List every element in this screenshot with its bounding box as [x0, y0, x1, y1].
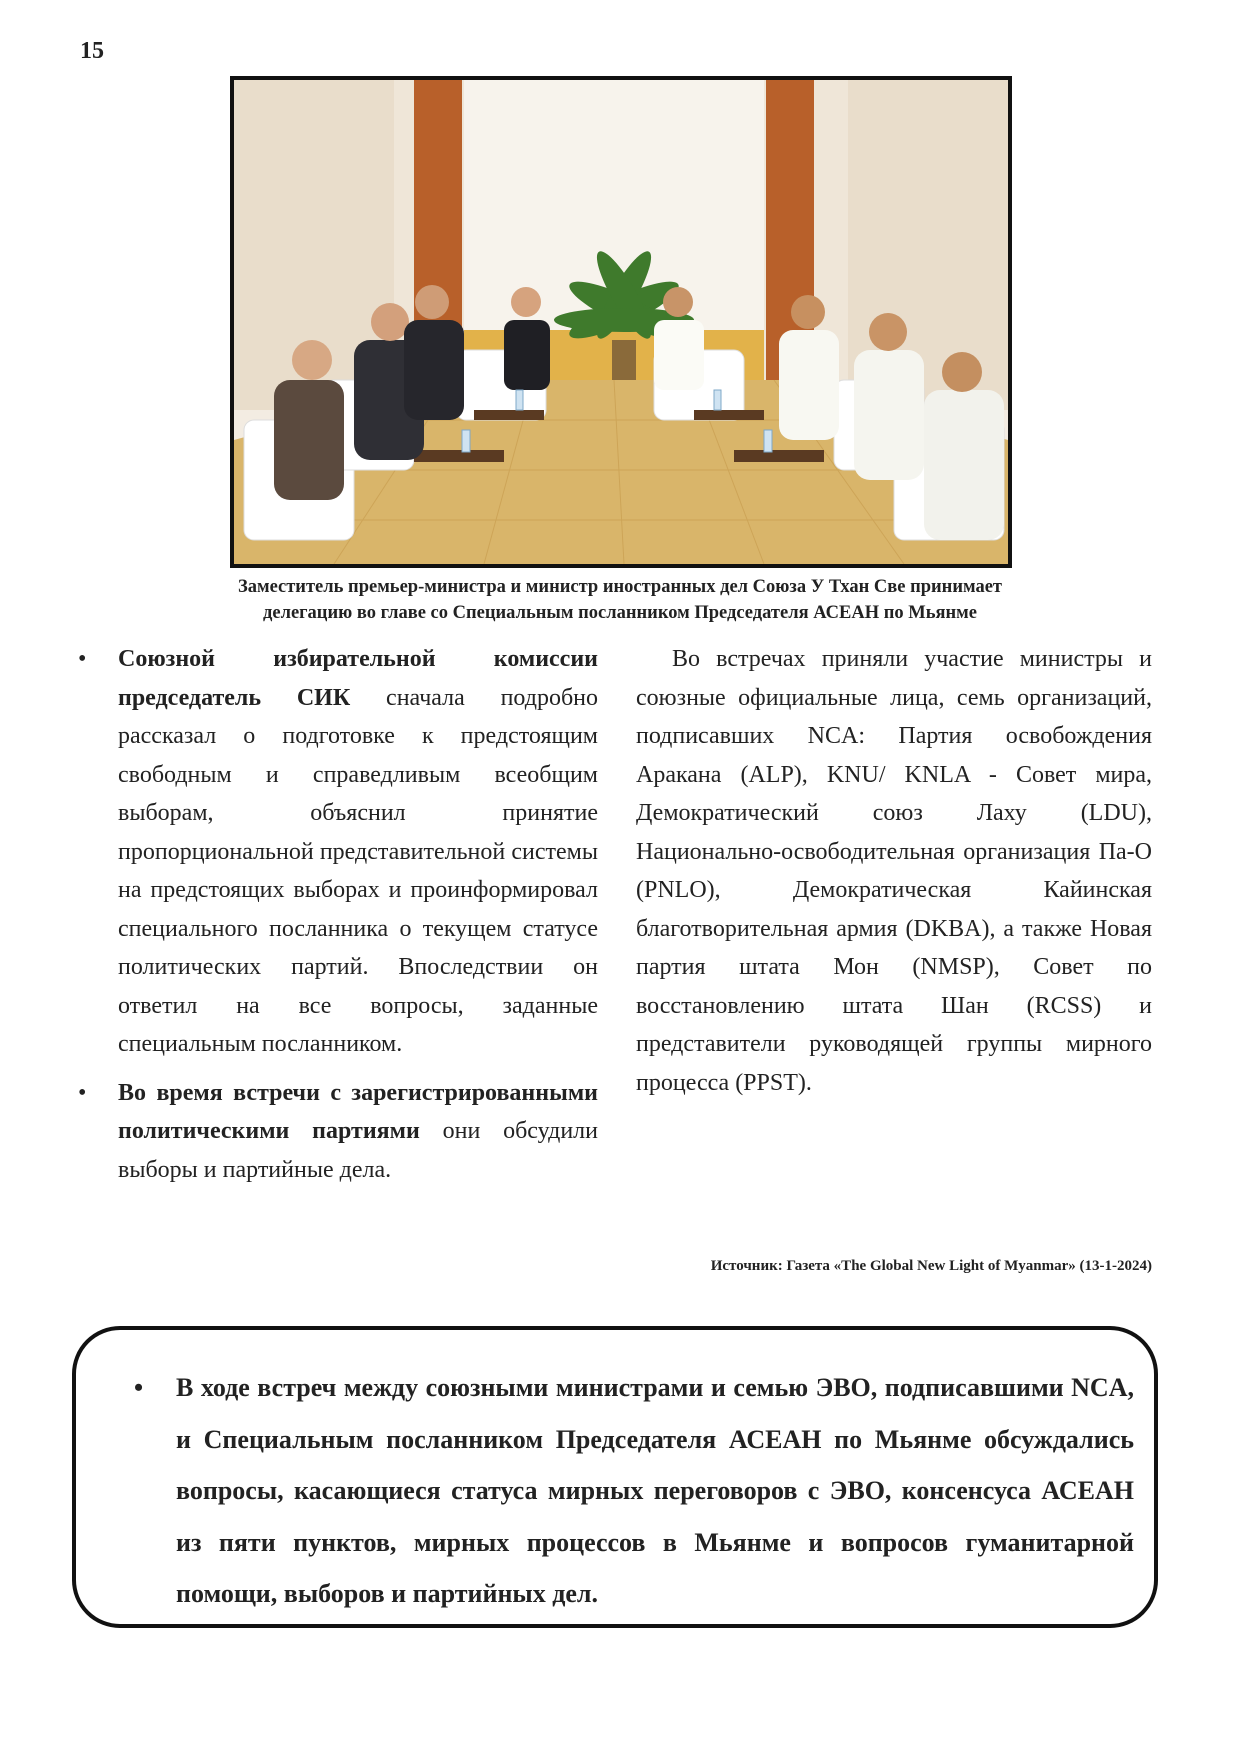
- bullet-item-text: они обсудили выборы и партийные дела.: [118, 1118, 598, 1183]
- bullet-list: [78, 640, 598, 1189]
- right-column: [636, 640, 1152, 1102]
- meeting-photo: [230, 76, 1012, 568]
- bullet-item: [78, 640, 598, 1064]
- participants-paragraph: Во встречах приняли участие министры и союзные официальные лица, семь организаций, подписавших NCA: Партия освобождения Аракана (ALP), KNU/ KNLA - Совет мира, Демократический союз Лаху (LDU), Национально-освободительная организация Па-О (PNLO), Демократическая Кайинская благотворительная армия (DKBA), а также Новая партия штата Мон (NMSP), Совет по восстановлению штата Шан (RCSS) и представители руководящей группы мирного процесса (PPST).: [636, 646, 1152, 1096]
- source-citation: Источник: Газета «The Global New Light of Myanmar» (13-1-2024): [710, 1258, 1152, 1274]
- bullet-item-lead: Во время встречи с зарегистрированными политическими партиями: [118, 1079, 598, 1144]
- page-number: 15: [80, 38, 104, 64]
- photo-caption-line-2: делегацию во главе со Специальным посланником Председателя АСЕАН по Мьянме: [263, 603, 977, 623]
- bullet-item-lead: Союзной избирательной комиссии председатель СИК: [118, 646, 598, 711]
- photo-caption-line-1: Заместитель премьер-министра и министр иностранных дел Союза У Тхан Све принимает: [237, 577, 1003, 597]
- bullet-item-text: сначала подробно рассказал о подготовке к предстоящим свободным и справедливым всеобщим выборам, объяснил принятие пропорциональной представительной системы на предстоящих выборах и проинформировал специального посланника о текущем статусе политических партий. Впоследствии он ответил на все вопросы, заданные специальным посланником.: [118, 684, 599, 1057]
- bullet-item: [78, 1074, 598, 1190]
- photo-caption: [140, 574, 1100, 626]
- meeting-photo-illustration: [234, 80, 1008, 564]
- summary-item: • В ходе встреч между союзными министрами и семью ЭВО, подписавшими NCA, и Специальным посланником Председателя АСЕАН по Мьянме обсуждались вопросы, касающиеся статуса мирных переговоров с ЭВО, консенсуса АСЕАН из пяти пунктов, мирных процессов в Мьянме и вопросов гуманитарной помощи, выборов и партийных дел.: [134, 1362, 1134, 1620]
- left-column: [78, 640, 598, 1189]
- summary-box: [72, 1326, 1158, 1628]
